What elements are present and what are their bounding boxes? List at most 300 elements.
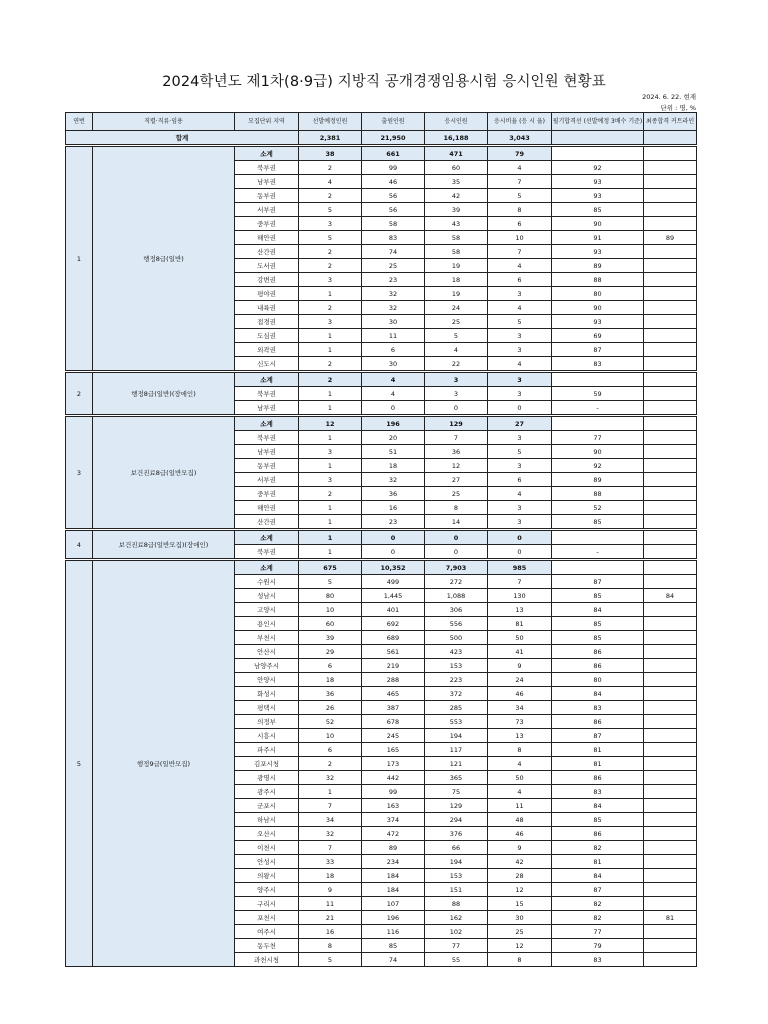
cell: 93 [552,315,644,329]
cell [552,561,644,575]
region-cell: 북부권 [235,161,299,175]
cell [644,673,697,687]
cell: 36 [299,687,362,701]
cell: 80 [552,673,644,687]
cell: 25 [488,925,552,939]
cell: 6 [362,343,425,357]
cell: 22 [425,357,488,371]
cell: 34 [488,701,552,715]
cell: 678 [362,715,425,729]
cell: 3 [488,387,552,401]
cell: 84 [552,869,644,883]
col-header: 최종합격 커트라인 [644,113,697,131]
region-cell: 양주시 [235,883,299,897]
cell: 19 [425,259,488,273]
cell: 0 [488,545,552,559]
cell: 1 [299,401,362,415]
cell: 692 [362,617,425,631]
cell: 285 [425,701,488,715]
cell: 5 [488,189,552,203]
cell: 25 [425,487,488,501]
cell: 77 [552,925,644,939]
cell [644,515,697,529]
cell: 18 [362,459,425,473]
cell: 4 [488,785,552,799]
cell: 32 [362,287,425,301]
cell: 24 [425,301,488,315]
cell: 2 [299,245,362,259]
cell: 4 [488,757,552,771]
cell: 87 [552,883,644,897]
cell: 0 [362,545,425,559]
region-cell: 김포시청 [235,757,299,771]
cell: 6 [488,473,552,487]
region-cell: 파주시 [235,743,299,757]
cell: 3 [299,217,362,231]
cell: 56 [362,203,425,217]
cell [644,387,697,401]
cell: 48 [488,813,552,827]
region-cell: 부천시 [235,631,299,645]
cell: 272 [425,575,488,589]
cell: 10,352 [362,561,425,575]
cell: 9 [488,841,552,855]
cell: 10 [488,231,552,245]
cell: 1 [299,343,362,357]
cell: 219 [362,659,425,673]
cell [644,401,697,415]
cell: 16 [299,925,362,939]
region-cell: 산간권 [235,245,299,259]
cell: 84 [552,603,644,617]
cell: 1 [299,785,362,799]
cell: 3 [488,287,552,301]
cell: 153 [425,869,488,883]
cell [644,855,697,869]
region-cell: 고양시 [235,603,299,617]
cell: 102 [425,925,488,939]
cell: 75 [425,785,488,799]
cell: 81 [552,757,644,771]
cell [644,897,697,911]
cell: 9 [299,883,362,897]
cell: 32 [299,771,362,785]
cell: 82 [552,841,644,855]
cell: 46 [488,827,552,841]
cell: 59 [552,387,644,401]
cell: 18 [299,869,362,883]
cell: 80 [552,287,644,301]
cell: 86 [552,827,644,841]
cell: 13 [488,729,552,743]
cell: 245 [362,729,425,743]
cell: 7,903 [425,561,488,575]
cell: 32 [362,301,425,315]
col-header: 필기합격선 (선발예정 3배수 기준) [552,113,644,131]
cell [644,259,697,273]
cell: 561 [362,645,425,659]
cell: 79 [552,939,644,953]
col-header: 응시인원 [425,113,488,131]
cell: 0 [488,401,552,415]
cell: 1 [299,545,362,559]
region-cell: 북부권 [235,545,299,559]
cell: 3 [488,431,552,445]
col-header: 연번 [66,113,93,131]
cell: 82 [552,897,644,911]
cell [644,245,697,259]
cell: 499 [362,575,425,589]
cell: 0 [362,401,425,415]
cell: 1 [299,459,362,473]
cell [644,841,697,855]
cell: 556 [425,617,488,631]
unit-note: 단위 : 명, % [660,104,696,112]
cell: 86 [552,645,644,659]
subtotal-row [66,561,697,575]
cell: 23 [362,515,425,529]
cell [644,939,697,953]
cell: 24 [488,673,552,687]
cell: 153 [425,659,488,673]
cell: 0 [425,545,488,559]
cell: 442 [362,771,425,785]
group-number: 2 [66,373,93,415]
cell: 5 [299,953,362,967]
cell: 84 [552,687,644,701]
cell: 88 [425,897,488,911]
cell: 27 [425,473,488,487]
cell: 90 [552,445,644,459]
subtotal-row [66,531,697,545]
cell: 3 [425,387,488,401]
cell: - [552,401,644,415]
subtotal-row [66,417,697,431]
cell: 4 [488,161,552,175]
group-number: 4 [66,531,93,559]
cell: 2 [299,757,362,771]
cell: 130 [488,589,552,603]
cell: 36 [362,487,425,501]
region-cell: 구리시 [235,897,299,911]
cell: 6 [299,743,362,757]
region-cell: 소계 [235,531,299,545]
cell: 51 [362,445,425,459]
cell: 365 [425,771,488,785]
region-cell: 광주시 [235,785,299,799]
cell: 5 [425,329,488,343]
cell: 83 [362,231,425,245]
region-cell: 남양주시 [235,659,299,673]
cell: 19 [425,287,488,301]
cell: 12 [488,883,552,897]
cell: 87 [552,575,644,589]
cell: 2 [299,357,362,371]
cell: 66 [425,841,488,855]
region-cell: 중부권 [235,487,299,501]
cell: 74 [362,953,425,967]
cell: 25 [362,259,425,273]
cell: 223 [425,673,488,687]
cell: 73 [488,715,552,729]
cell: 88 [552,487,644,501]
cell: 25 [425,315,488,329]
region-cell: 안성시 [235,855,299,869]
cell: 553 [425,715,488,729]
cell: 6 [488,217,552,231]
cell [644,687,697,701]
cell [552,531,644,545]
subtotal-row [66,147,697,161]
cell [552,147,644,161]
cell: 387 [362,701,425,715]
col-header: 모집단위 지역 [235,113,299,131]
region-cell: 북부권 [235,387,299,401]
cell: 5 [299,575,362,589]
cell [644,617,697,631]
cell [644,659,697,673]
cell: 81 [644,911,697,925]
cell: 163 [362,799,425,813]
cell: 85 [552,589,644,603]
region-cell: 오산시 [235,827,299,841]
region-cell: 접경권 [235,315,299,329]
cell: 77 [425,939,488,953]
cell [644,417,697,431]
cell: 58 [425,231,488,245]
cell: 1 [299,531,362,545]
cell: 129 [425,799,488,813]
cell: 85 [552,515,644,529]
cell: 12 [299,417,362,431]
region-cell: 하남시 [235,813,299,827]
cell: 4 [488,259,552,273]
cell: 306 [425,603,488,617]
cell: 117 [425,743,488,757]
cell [644,799,697,813]
cell: 1 [299,287,362,301]
cell: 55 [425,953,488,967]
cell: 58 [362,217,425,231]
cell [644,203,697,217]
region-cell: 이천시 [235,841,299,855]
cell [644,301,697,315]
cell: 401 [362,603,425,617]
region-cell: 해안권 [235,231,299,245]
cell: 294 [425,813,488,827]
cell: 81 [552,855,644,869]
cell: 151 [425,883,488,897]
cell [644,343,697,357]
cell: 5 [488,445,552,459]
cell [644,603,697,617]
cell: 116 [362,925,425,939]
cell: 29 [299,645,362,659]
cell: 4 [425,343,488,357]
cell: 26 [299,701,362,715]
cell: 2,381 [299,131,362,145]
cell: 80 [299,589,362,603]
cell: 11 [362,329,425,343]
cell: 6 [488,273,552,287]
cell: 30 [488,911,552,925]
cell: 14 [425,515,488,529]
cell [644,161,697,175]
cell: 92 [552,161,644,175]
cell: 13 [488,603,552,617]
cell [644,315,697,329]
region-cell: 동두천 [235,939,299,953]
region-cell: 수원시 [235,575,299,589]
cell: 60 [425,161,488,175]
cell: 173 [362,757,425,771]
cell [644,729,697,743]
cell [644,217,697,231]
cell: 3,043 [488,131,552,145]
cell: - [552,545,644,559]
cell: 28 [488,869,552,883]
region-cell: 소계 [235,373,299,387]
cell: 15 [488,897,552,911]
cell: 3 [488,515,552,529]
cell: 129 [425,417,488,431]
cell [644,813,697,827]
region-cell: 평택시 [235,701,299,715]
cell: 56 [362,189,425,203]
cell [644,445,697,459]
cell [644,883,697,897]
cell [644,373,697,387]
cell: 3 [488,329,552,343]
cell [644,757,697,771]
cell: 21,950 [362,131,425,145]
cell [644,131,697,145]
cell: 4 [488,487,552,501]
cell: 234 [362,855,425,869]
cell: 3 [299,473,362,487]
region-cell: 서부권 [235,203,299,217]
cell: 39 [299,631,362,645]
cell: 18 [425,273,488,287]
cell: 50 [488,771,552,785]
cell: 36 [425,445,488,459]
group-name: 보건진료8급(일반모집) [93,417,235,529]
col-header: 직렬·직류·임용 [93,113,235,131]
cell: 84 [644,589,697,603]
cell: 376 [425,827,488,841]
cell: 41 [488,645,552,659]
region-cell: 성남시 [235,589,299,603]
cell [644,631,697,645]
cell: 77 [552,431,644,445]
cell [644,287,697,301]
region-cell: 소계 [235,417,299,431]
col-header: 출원인원 [362,113,425,131]
cell: 20 [362,431,425,445]
cell: 81 [552,743,644,757]
cell [552,417,644,431]
cell: 5 [488,315,552,329]
cell: 7 [299,841,362,855]
cell: 85 [552,813,644,827]
region-cell: 도심권 [235,329,299,343]
region-cell: 내륙권 [235,301,299,315]
cell: 81 [488,617,552,631]
cell: 423 [425,645,488,659]
cell: 0 [425,531,488,545]
cell: 471 [425,147,488,161]
cell [644,147,697,161]
group-name: 보건진료8급(일반모집)(장애인) [93,531,235,559]
cell [644,785,697,799]
region-cell: 해안권 [235,501,299,515]
group-name: 행정9급(일반모집) [93,561,235,967]
region-cell: 도서권 [235,259,299,273]
cell: 74 [362,245,425,259]
cell: 89 [644,231,697,245]
region-cell: 남부권 [235,401,299,415]
cell: 11 [299,897,362,911]
cell: 5 [299,231,362,245]
region-cell: 의정부 [235,715,299,729]
cell: 16,188 [425,131,488,145]
region-cell: 화성시 [235,687,299,701]
cell: 3 [488,373,552,387]
cell: 3 [425,373,488,387]
cell: 3 [488,501,552,515]
region-cell: 과천시청 [235,953,299,967]
cell: 7 [299,799,362,813]
cell: 83 [552,701,644,715]
cell: 39 [425,203,488,217]
cell: 0 [488,531,552,545]
cell: 35 [425,175,488,189]
cell: 84 [552,799,644,813]
region-cell: 남부권 [235,445,299,459]
region-cell: 신도시 [235,357,299,371]
cell: 184 [362,869,425,883]
cell: 107 [362,897,425,911]
cell: 10 [299,603,362,617]
cell: 12 [488,939,552,953]
cell: 21 [299,911,362,925]
cell: 83 [552,357,644,371]
cell: 7 [425,431,488,445]
cell [644,715,697,729]
cell [644,771,697,785]
cell [644,357,697,371]
cell: 194 [425,855,488,869]
region-cell: 소계 [235,147,299,161]
cell: 4 [299,175,362,189]
cell: 32 [362,473,425,487]
cell: 91 [552,231,644,245]
cell: 661 [362,147,425,161]
cell: 83 [552,785,644,799]
region-cell: 산간권 [235,515,299,529]
cell: 1 [299,431,362,445]
region-cell: 동부권 [235,459,299,473]
cell: 11 [488,799,552,813]
cell: 5 [299,203,362,217]
cell: 46 [362,175,425,189]
cell: 52 [299,715,362,729]
grand-total-label: 합계 [66,131,299,145]
cell: 93 [552,245,644,259]
cell: 85 [552,203,644,217]
col-header: 응시비율 (응 시 율) [488,113,552,131]
cell: 2 [299,487,362,501]
